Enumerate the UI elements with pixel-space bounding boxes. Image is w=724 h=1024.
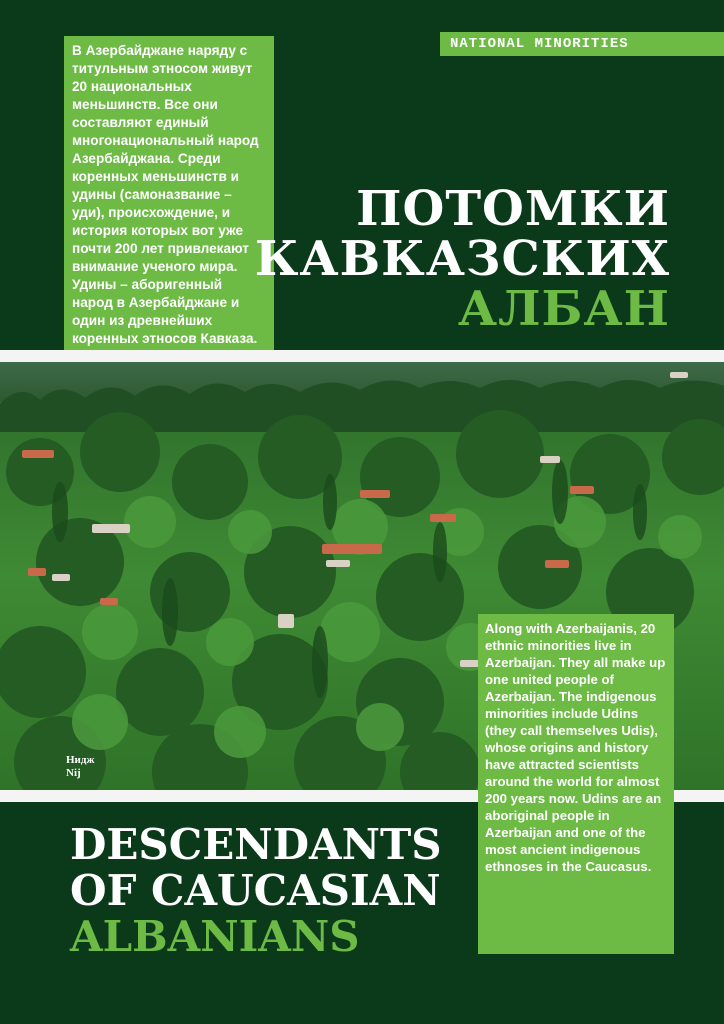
english-title-line-2: OF CAUCASIAN (70, 866, 441, 915)
english-intro-box: Along with Azerbaijanis, 20 ethnic minorities live in Azerbaijan. They all make up one united people of Azerbaijan. The indigenous minorities include Udins (they call themselves Udis), whose origins and history have attracted scientists around the world for almost 200 years now. Udins are an aboriginal people in Azerbaijan and one of the most ancient indigenous ethnoses in the Caucasus. (478, 614, 674, 954)
photo-caption-ru: Нидж (66, 754, 95, 766)
divider-band-top (0, 350, 724, 362)
russian-title-line-3: АЛБАН (458, 281, 670, 337)
english-title (70, 822, 442, 960)
section-tag: NATIONAL MINORITIES (440, 32, 724, 56)
russian-intro-box: В Азербайджане наряду с титульным этносом живут 20 национальных меньшинств. Все они составляют единый многонациональный народ Азербайджана. Среди коренных меньшинств и удины (самоназвание – уди), происхождение, и история которых вот уже почти 200 лет привлекают внимание ученого мира. Удины – аборигенный народ в Азербайджане и один из древнейших коренных этносов Кавказа. (64, 36, 274, 410)
english-title-line-1: DESCENDANTS (70, 820, 442, 869)
photo-caption (66, 754, 94, 780)
english-title-line-3: ALBANIANS (70, 912, 360, 961)
russian-title-line-2: КАВКАЗСКИХ (254, 231, 670, 287)
photo-caption-en: Nij (66, 767, 81, 779)
russian-title-line-1: ПОТОМКИ (356, 181, 670, 237)
russian-title (254, 181, 670, 337)
